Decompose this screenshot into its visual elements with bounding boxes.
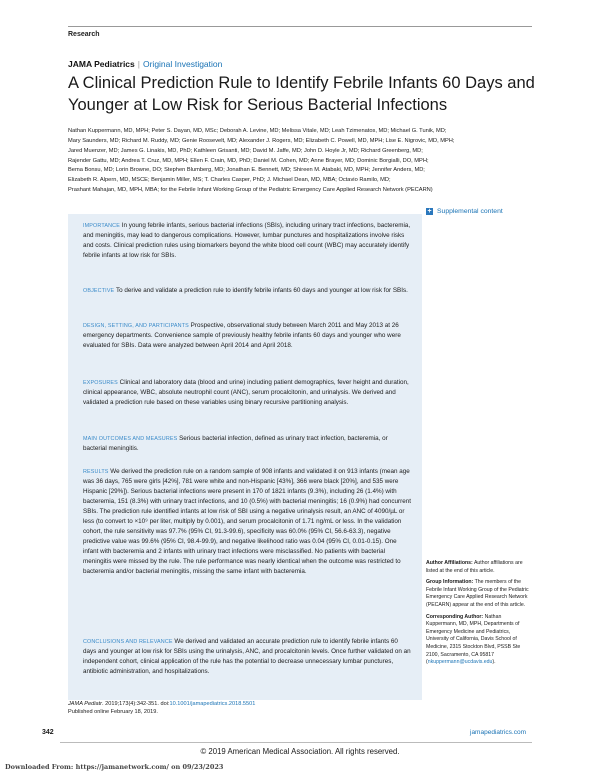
design-text: Prospective, observational study between March 2011 and May 2013 at 26 emergency departments. Convenience sample of previously healthy febrile infants 60 days and younger who were evaluated for SBIs. Data were analyzed between April 2014 and April 2018. [83,322,401,349]
author-line: Prashant Mahajan, MD, MPH, MBA; for the Febrile Infant Working Group of the Pediatric Emergency Care Applied Research Network (PECARN) [68,187,433,194]
citation-details: . 2019;173(4):342-351. doi: [102,701,170,707]
abstract-importance [83,221,411,261]
footer-rule [60,742,532,743]
outcomes-heading: MAIN OUTCOMES AND MEASURES [83,436,178,442]
supplemental-label: Supplemental content [437,208,503,215]
results-heading: RESULTS [83,469,109,475]
abstract-conclusions [83,637,411,677]
author-line: Nathan Kuppermann, MD, MPH; Peter S. Dayan, MD, MSc; Deborah A. Levine, MD; Melissa Vitale, MD; Leah Tzimenatos, MD; Michael G. Tunik, MD; [68,128,447,134]
sidebar [426,560,531,671]
importance-heading: IMPORTANCE [83,223,120,229]
corresponding-note [426,614,531,667]
journal-separator: | [137,59,140,69]
objective-heading: OBJECTIVE [83,288,115,294]
journal-name: JAMA Pediatrics [68,59,135,69]
email-link[interactable]: nkuppermann@ucdavis.edu [427,659,493,666]
abstract-exposures [83,378,411,408]
importance-text: In young febrile infants, serious bacterial infections (SBIs), including urinary tract infections, bacteremia, and meningitis, may lead to dangerous complications. However, lumbar punctures and hospitalizations involve risks and costs. Clinical prediction rules using biomarkers beyond the white blood cell count (WBC) may accurately identify febrile infants at low risk for SBIs. [83,222,411,259]
header-rule [68,26,532,27]
citation-journal: JAMA Pediatr [68,701,102,707]
author-line: Rajender Gattu, MD; Andrea T. Cruz, MD, MPH; Ellen F. Crain, MD, PhD; Daniel M. Cohen, MD; Anne Brayer, MD; Dominic Borgialli, DO, MPH; [68,157,429,164]
supplemental-content-link[interactable] [426,208,503,215]
doi-link[interactable]: 10.1001/jamapediatrics.2018.5501 [169,701,256,707]
page-number: 342 [42,729,54,736]
affiliations-heading: Author Affiliations: [426,560,473,566]
abstract-box [68,214,422,700]
corresponding-end: ). [492,659,496,666]
results-text: We derived the prediction rule on a random sample of 908 infants and validated it on 913 infants (mean age was 36 days, 765 were girls [42%], 781 were white and non-Hispanic [43%], 366 were black [20%], and 535 were Hispanic [29%]). Serious bacterial infections were present in 170 of 1821 infants (9.3%), including 26 (1.4%) with bacteremia, 151 (8.3%) with urinary tract infections, and 10 (0.5%) with bacterial meningitis; 16 (0.9%) had concurrent SBIs. The prediction rule identified infants at low risk of SBI using a negative urinalysis result, an ANC of 4090/µL or less (to convert to ×10⁹ per liter, multiply by 0.001), and serum procalcitonin of 1.71 ng/mL or less. In the validation cohort, the rule sensitivity was 97.7% (95% CI, 91.3-99.6), specificity was 60.0% (95% CI, 56.6-63.3), negative predictive value was 99.6% (95% CI, 98.4-99.9), and negative likelihood ratio was 0.04 (95% CI, 0.01-0.15). One infant with bacteremia and 2 infants with urinary tract infections were misclassified. No patients with bacterial meningitis were missed by the rule. The rule performance was nearly identical when the outcome was restricted to bacteremia and/or bacterial meningitis, missing the same infant with bacteremia. [83,468,411,575]
group-note [426,579,531,609]
author-line: Mary Saunders, MD; Richard M. Ruddy, MD; Genie Roosevelt, MD; Alexander J. Rogers, MD; Elizabeth C. Powell, MD, MPH; Lise E. Nigrovic, MD, MPH; [68,137,455,144]
conclusions-heading: CONCLUSIONS AND RELEVANCE [83,639,173,645]
article-title: A Clinical Prediction Rule to Identify Febrile Infants 60 Days and Younger at Low Risk for Serious Bacterial Infections [68,74,535,114]
corresponding-heading: Corresponding Author: [426,613,484,620]
section-label: Research [68,31,100,38]
author-line: Elizabeth R. Alpern, MD, MSCE; Benjamin Miller, MS; T. Charles Casper, PhD; J. Michael Dean, MD, MBA; Octavio Ramilo, MD; [68,177,391,184]
author-line: Bema Bonsu, MD; Lorin Browne, DO; Stephen Blumberg, MD; Jonathan E. Bennett, MD; Shireen M. Atabaki, MD, MPH; Jennifer Anders, MD; [68,167,425,174]
author-line: Jared Muenzer, MD; James G. Linakis, MD, PhD; Kathleen Grisanti, MD; David M. Jaffe, MD; John D. Hoyle Jr, MD; Richard Greenberg, MD; [68,147,423,154]
conclusions-text: We derived and validated an accurate prediction rule to identify febrile infants 60 days and younger at low risk for SBIs using the urinalysis, ANC, and procalcitonin levels. Once further validated on an independent cohort, clinical application of the rule has the potential to decrease unnecessary lumbar punctures, antibiotic administration, and hospitalizations. [83,638,411,675]
article-type[interactable]: Original Investigation [142,59,223,69]
exposures-text: Clinical and laboratory data (blood and urine) including patient demographics, fever height and duration, clinical appearance, WBC, absolute neutrophil count (ANC), serum procalcitonin, and urinalysis. We derived and validated a prediction rule based on these variables using binary recursive partitioning analysis. [83,379,409,406]
journal-line [68,59,222,69]
corresponding-text: Nathan Kuppermann, MD, MPH, Departments of Emergency Medicine and Pediatrics, University of California, Davis School of Medicine, 2315 Stockton Blvd, PSSB Ste 2100, Sacramento, CA 95817 ( [426,613,521,666]
design-heading: DESIGN, SETTING, AND PARTICIPANTS [83,323,189,329]
abstract-design [83,321,411,351]
group-heading: Group Information: [426,579,474,586]
published-line: Published online February 18, 2019. [68,708,158,715]
outcomes-text: Serious bacterial infection, defined as urinary tract infection, bacteremia, or bacterial meningitis. [83,435,388,452]
affiliations-text: Author affiliations are listed at the end of this article. [426,560,523,574]
journal-url[interactable]: jamapediatrics.com [470,729,526,736]
download-stamp: Downloaded From: https://jamanetwork.com/ on 09/23/2023 [5,763,224,771]
citation-line [68,701,422,709]
plus-icon: + [427,208,432,215]
abstract-results [83,467,411,577]
abstract-outcomes [83,434,411,454]
abstract-objective [83,286,411,296]
copyright: © 2019 American Medical Association. All rights reserved. [200,747,400,756]
author-list [68,127,538,196]
exposures-heading: EXPOSURES [83,380,118,386]
objective-text: To derive and validate a prediction rule to identify febrile infants 60 days and younger at low risk for SBIs. [115,287,408,294]
citation-block [68,701,422,716]
affiliations-note [426,560,531,575]
group-text: The members of the Febrile Infant Working Group of the Pediatric Emergency Care Applied Research Network (PECARN) appear at the end of this article. [426,579,529,608]
